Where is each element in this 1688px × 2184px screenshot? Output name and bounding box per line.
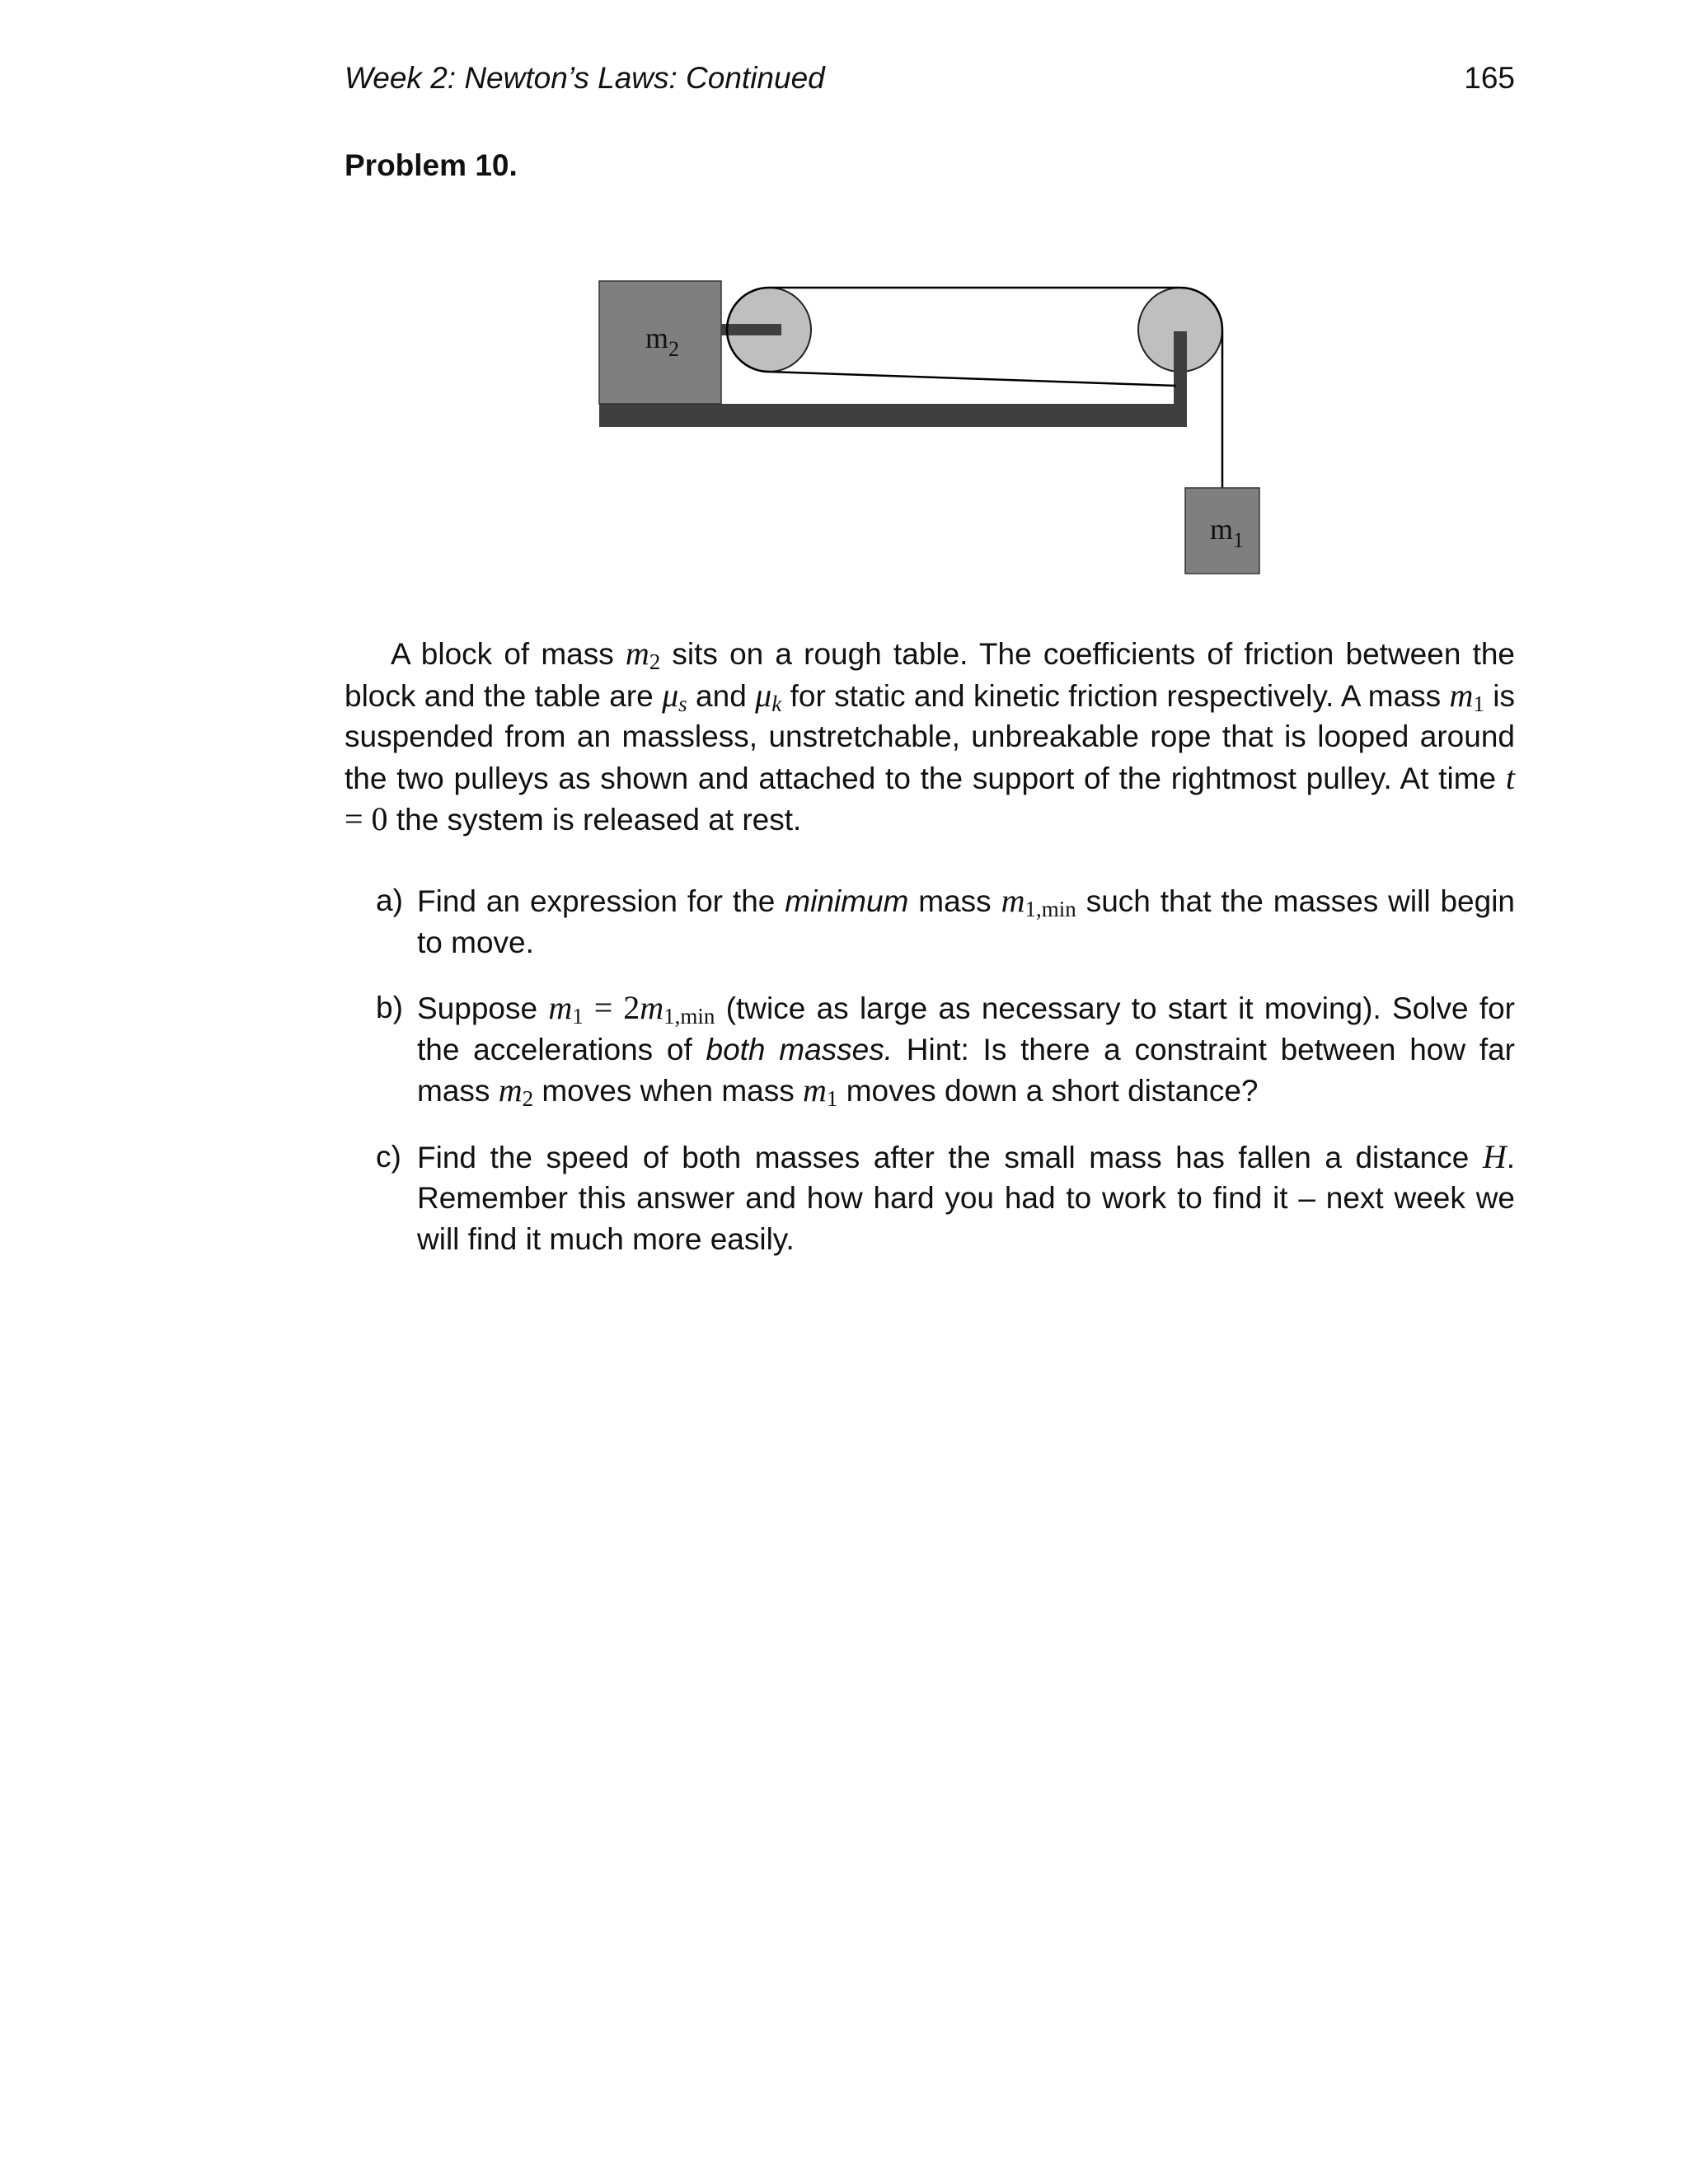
rope-bottom [769, 372, 1176, 386]
pulley-diagram [577, 264, 1302, 593]
running-title: Week 2: Newton’s Laws: Continued [345, 61, 825, 95]
right-pulley-axle [1174, 331, 1187, 391]
part-a-label: a) [376, 883, 403, 917]
problem-title: Problem 10. [345, 148, 518, 182]
part-c-label: c) [376, 1139, 401, 1174]
table [599, 404, 1187, 427]
part-a: a) Find an expression for the minimum mass $m_{1,min}$ such that the masses will begin to move. [376, 882, 1515, 959]
pulley-diagram-svg [577, 264, 1302, 593]
block-m2-label: $m_2$ [645, 321, 680, 361]
left-pulley-bracket [721, 324, 781, 335]
part-b-label: b) [376, 991, 403, 1024]
block-m1-label: $m_1$ [1210, 513, 1245, 552]
problem-parts [345, 880, 1515, 1284]
problem-statement [345, 633, 1515, 841]
page-number: 165 [1464, 61, 1515, 95]
part-c: c) Find the speed of both masses after the small mass has fallen a distance H. Remember this answer and how hard you had to work to find it – next week we will find it much more easily. [376, 1137, 1515, 1256]
intro-paragraph: A block of mass $m_2$ sits on a rough table. The coefficients of friction between the block and the table are $\mu_s$ and $\mu_k$ for static and kinetic friction respectively. A mass $m_1$ is suspended from an massless, unstretchable, unbreakable rope that is looped around the two pulleys as shown and attached to the support of the rightmost pulley. At time t = 0 the system is released at rest. [345, 635, 1516, 837]
part-b: b) Suppose $m_1 = 2m_{1,min}$ (twice as large as necessary to start it moving). Solve for the accelerations of both masses. Hint: Is there a constraint between how far mass $m_2$ moves when mass $m_1$ moves down a short distance? [376, 989, 1515, 1111]
